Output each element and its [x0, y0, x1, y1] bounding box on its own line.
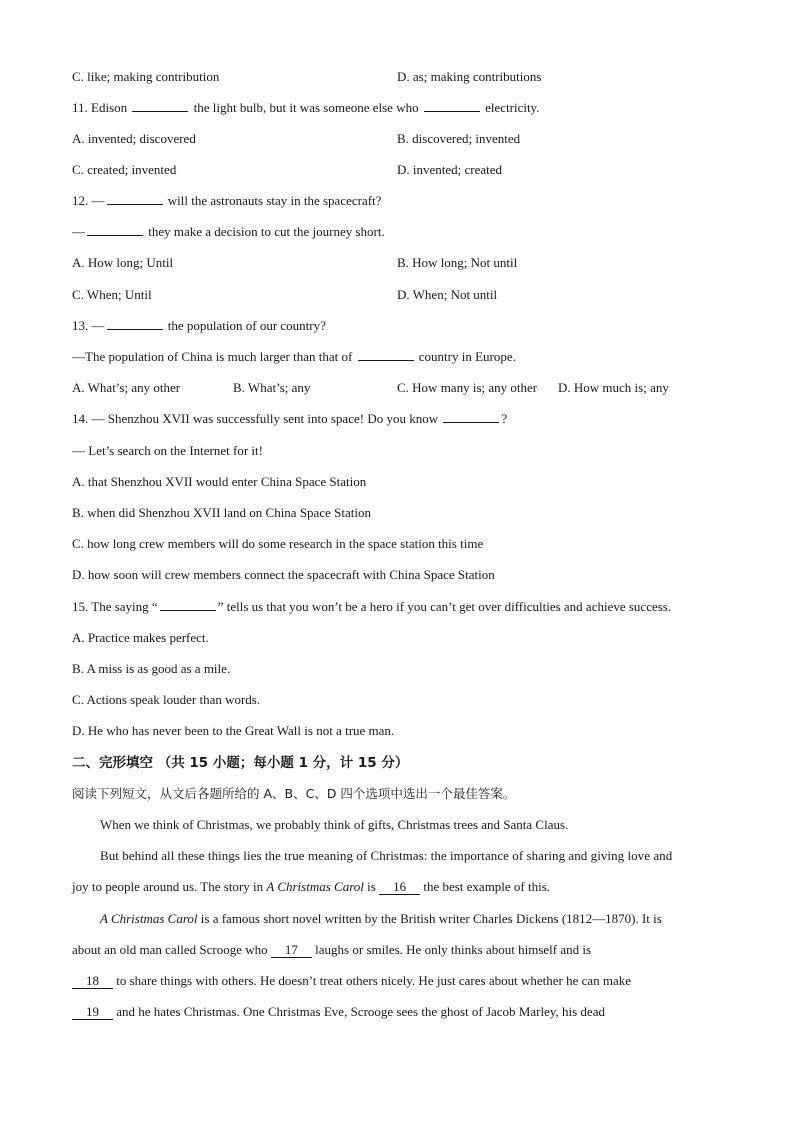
- answer-blank: [107, 317, 163, 330]
- q14-option-a: A. that Shenzhou XVII would enter China Space Station: [72, 474, 367, 489]
- q13-option-c: C. How many is; any other: [397, 380, 538, 395]
- book-title: A Christmas Carol: [266, 879, 364, 894]
- answer-blank-16: 16: [379, 880, 420, 895]
- q13-option-d: D. How much is; any: [558, 380, 669, 395]
- q15-stem: 15. The saying “ ” tells us that you won’t be a hero if you can’t get over difficulties and achieve success.: [72, 599, 672, 614]
- q12-stem-1: 12. — will the astronauts stay in the spacecraft?: [72, 193, 382, 208]
- passage-paragraph-2-line-2: joy to people around us. The story in A Christmas Carol is 16 the best example of this.: [72, 879, 551, 894]
- passage-paragraph-3-line-3: 18 to share things with others. He doesn’t treat others nicely. He just cares about whether he can make: [72, 972, 631, 990]
- q10-option-d: D. as; making contributions: [397, 69, 542, 84]
- answer-blank: [132, 99, 188, 112]
- q12-option-c: C. When; Until: [72, 287, 152, 302]
- passage-paragraph-3-line-1: A Christmas Carol is a famous short novel written by the British writer Charles Dickens (1812—1870). It is: [100, 911, 662, 926]
- passage-paragraph-1: When we think of Christmas, we probably think of gifts, Christmas trees and Santa Claus.: [100, 817, 569, 832]
- section-instruction: 阅读下列短文，从文后各题所给的 A、B、C、D 四个选项中选出一个最佳答案。: [72, 786, 516, 801]
- q15-option-d: D. He who has never been to the Great Wall is not a true man.: [72, 723, 395, 738]
- q14-option-b: B. when did Shenzhou XVII land on China Space Station: [72, 505, 371, 520]
- q11-option-c: C. created; invented: [72, 162, 177, 177]
- answer-blank-17: 17: [271, 943, 312, 958]
- q11-option-d: D. invented; created: [397, 162, 503, 177]
- q11-option-a: A. invented; discovered: [72, 131, 196, 146]
- answer-blank: [107, 192, 163, 205]
- q13-stem-2: —The population of China is much larger than that of country in Europe.: [72, 349, 516, 364]
- q11-option-b: B. discovered; invented: [397, 131, 521, 146]
- section-title: 二、完形填空 （共 15 小题；每小题 1 分，计 15 分）: [72, 755, 409, 771]
- q13-stem-1: 13. — the population of our country?: [72, 318, 326, 333]
- q15-option-c: C. Actions speak louder than words.: [72, 692, 261, 707]
- q12-option-d: D. When; Not until: [397, 287, 498, 302]
- q14-stem-1: 14. — Shenzhou XVII was successfully sent into space! Do you know ?: [72, 411, 508, 426]
- answer-blank: [443, 410, 499, 423]
- q13-option-b: B. What’s; any: [233, 380, 311, 395]
- q15-option-a: A. Practice makes perfect.: [72, 630, 209, 645]
- answer-blank-18: 18: [72, 974, 113, 989]
- q14-option-c: C. how long crew members will do some research in the space station this time: [72, 536, 484, 551]
- q12-stem-2: — they make a decision to cut the journey short.: [72, 224, 385, 239]
- q13-option-a: A. What’s; any other: [72, 380, 181, 395]
- q12-option-a: A. How long; Until: [72, 255, 174, 270]
- book-title: A Christmas Carol: [100, 911, 198, 926]
- q11-stem: 11. Edison the light bulb, but it was someone else who electricity.: [72, 100, 540, 115]
- passage-paragraph-3-line-2: about an old man called Scrooge who 17 laughs or smiles. He only thinks about himself and is: [72, 942, 592, 957]
- q15-option-b: B. A miss is as good as a mile.: [72, 661, 231, 676]
- passage-paragraph-2-line-1: But behind all these things lies the true meaning of Christmas: the importance of sharing and giving love and: [100, 848, 673, 863]
- q14-option-d: D. how soon will crew members connect the spacecraft with China Space Station: [72, 567, 495, 582]
- answer-blank: [160, 598, 216, 611]
- answer-blank: [424, 99, 480, 112]
- q12-option-b: B. How long; Not until: [397, 255, 518, 270]
- answer-blank: [87, 223, 143, 236]
- q14-stem-2: — Let’s search on the Internet for it!: [72, 443, 263, 458]
- passage-paragraph-3-line-4: 19 and he hates Christmas. One Christmas Eve, Scrooge sees the ghost of Jacob Marley, his dead: [72, 1003, 605, 1021]
- answer-blank: [358, 348, 414, 361]
- q10-option-c: C. like; making contribution: [72, 69, 220, 84]
- answer-blank-19: 19: [72, 1005, 113, 1020]
